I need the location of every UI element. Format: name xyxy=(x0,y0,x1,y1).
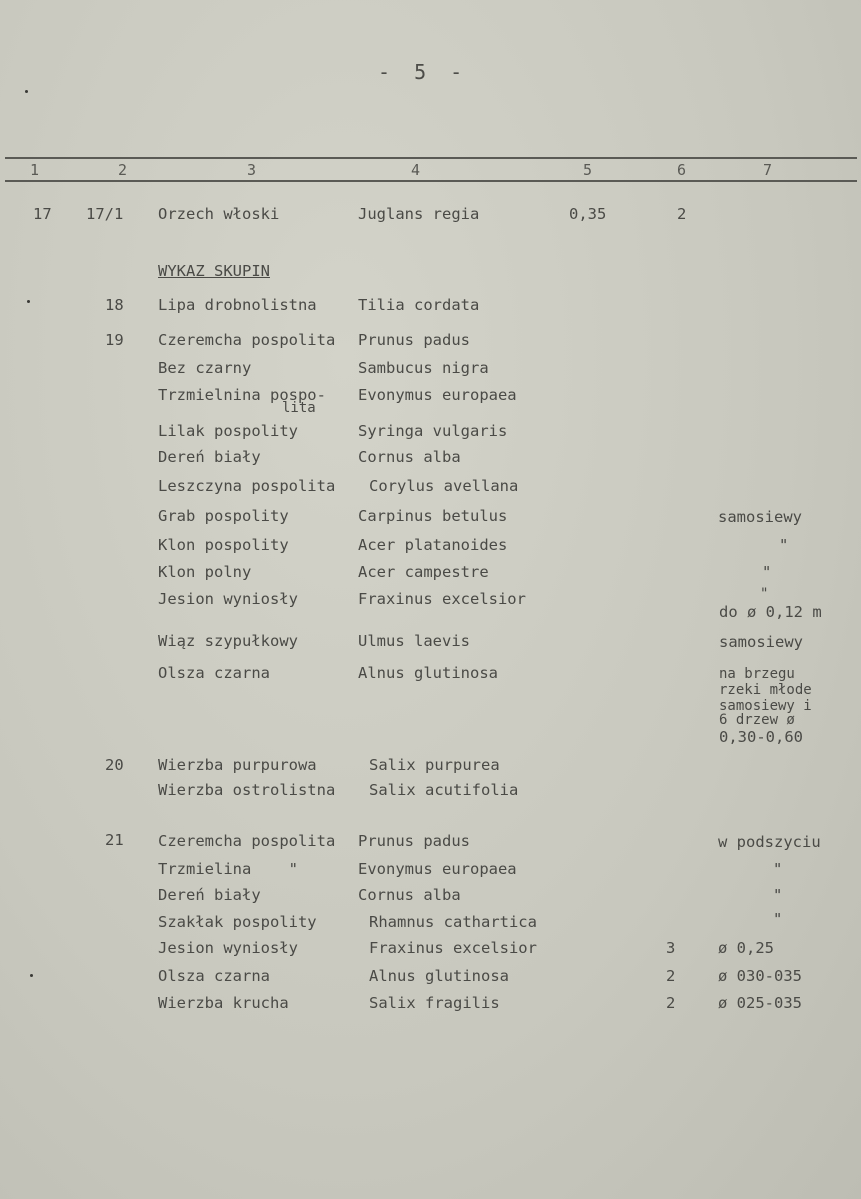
species-polish-name: Szakłak pospolity xyxy=(158,913,317,931)
species-polish-name: Jesion wyniosły xyxy=(158,590,298,608)
species-latin-name: Rhamnus cathartica xyxy=(369,913,537,931)
punch-mark xyxy=(25,90,28,93)
species-latin-name: Evonymus europaea xyxy=(358,386,517,404)
species-latin-name: Acer campestre xyxy=(358,563,489,581)
species-latin-name: Salix acutifolia xyxy=(369,781,519,799)
remark: samosiewy xyxy=(718,508,802,526)
punch-mark xyxy=(27,300,30,303)
table-header-rule xyxy=(5,180,857,182)
species-latin-name: Tilia cordata xyxy=(358,296,480,314)
ditto-mark: " xyxy=(762,563,772,581)
species-latin-name: Sambucus nigra xyxy=(358,359,489,377)
species-latin-name: Prunus padus xyxy=(358,832,470,850)
species-polish-name: Dereń biały xyxy=(158,886,261,904)
species-latin-name: Carpinus betulus xyxy=(358,507,508,525)
species-polish-name: Wierzba krucha xyxy=(158,994,289,1012)
ditto-mark: " xyxy=(773,886,783,904)
column-number: 6 xyxy=(677,161,687,179)
column-number: 4 xyxy=(411,161,421,179)
species-polish-name: Leszczyna pospolita xyxy=(158,477,336,495)
species-latin-name: Salix fragilis xyxy=(369,994,500,1012)
remark: ø 025-035 xyxy=(718,994,802,1012)
species-polish-name: Trzmielina " xyxy=(158,860,298,878)
remark: w podszyciu xyxy=(718,833,821,851)
species-latin-name: Syringa vulgaris xyxy=(358,422,508,440)
remark: ø 0,25 xyxy=(718,939,774,957)
ditto-mark: " xyxy=(773,860,783,878)
remark-line: 6 drzew ø xyxy=(719,712,795,728)
species-polish-name: Lipa drobnolistna xyxy=(158,296,317,314)
count-value: 2 xyxy=(666,994,676,1012)
count-value: 2 xyxy=(666,967,676,985)
species-latin-name: Corylus avellana xyxy=(369,477,519,495)
remark-line: 0,30-0,60 xyxy=(719,728,803,746)
page-number: - 5 - xyxy=(378,60,469,84)
count-value: 2 xyxy=(677,205,687,223)
species-latin-name: Salix purpurea xyxy=(369,756,500,774)
group-number: 18 xyxy=(105,296,124,314)
species-latin-name: Juglans regia xyxy=(358,205,480,223)
section-title: WYKAZ SKUPIN xyxy=(158,262,270,280)
species-latin-name: Fraxinus excelsior xyxy=(369,939,537,957)
remark-line: samosiewy i xyxy=(719,698,812,714)
species-polish-name: Jesion wyniosły xyxy=(158,939,298,957)
species-latin-name: Cornus alba xyxy=(358,448,461,466)
column-number: 2 xyxy=(118,161,128,179)
species-polish-name: Trzmielnina pospo- xyxy=(158,386,326,404)
ditto-mark: " xyxy=(779,536,789,554)
column-number: 5 xyxy=(583,161,593,179)
remark: samosiewy xyxy=(719,633,803,651)
row-number: 17 xyxy=(33,205,52,223)
species-latin-name: Alnus glutinosa xyxy=(358,664,498,682)
group-number: 19 xyxy=(105,331,124,349)
ditto-mark: " xyxy=(760,586,769,602)
remark: do ø 0,12 m xyxy=(719,603,822,621)
remark: na brzegu xyxy=(719,666,795,682)
count-value: 3 xyxy=(666,939,676,957)
species-polish-name: Czeremcha pospolita xyxy=(158,331,336,349)
species-polish-name: Orzech włoski xyxy=(158,205,280,223)
row-subnumber: 17/1 xyxy=(86,205,124,223)
remark-line: rzeki młode xyxy=(719,682,812,698)
punch-mark xyxy=(30,974,33,977)
species-latin-name: Prunus padus xyxy=(358,331,470,349)
species-latin-name: Evonymus europaea xyxy=(358,860,517,878)
species-polish-name: Wierzba ostrolistna xyxy=(158,781,336,799)
species-polish-name: Dereń biały xyxy=(158,448,261,466)
species-polish-name: Lilak pospolity xyxy=(158,422,298,440)
species-polish-name: Wiąz szypułkowy xyxy=(158,632,298,650)
species-polish-name: Czeremcha pospolita xyxy=(158,832,336,850)
table-top-rule xyxy=(5,157,857,159)
species-latin-name: Cornus alba xyxy=(358,886,461,904)
species-latin-name: Ulmus laevis xyxy=(358,632,470,650)
remark: ø 030-035 xyxy=(718,967,802,985)
species-polish-name: Klon polny xyxy=(158,563,252,581)
column-number: 1 xyxy=(30,161,40,179)
species-polish-name: Klon pospolity xyxy=(158,536,289,554)
column-number: 3 xyxy=(247,161,257,179)
diameter-value: 0,35 xyxy=(569,205,607,223)
species-latin-name: Acer platanoides xyxy=(358,536,508,554)
species-polish-name: Grab pospolity xyxy=(158,507,289,525)
species-latin-name: Alnus glutinosa xyxy=(369,967,509,985)
group-number: 21 xyxy=(105,831,124,849)
species-polish-name: Wierzba purpurowa xyxy=(158,756,317,774)
species-polish-name: Olsza czarna xyxy=(158,967,270,985)
species-polish-name-continuation: lita xyxy=(282,400,316,416)
ditto-mark: " xyxy=(773,910,783,928)
species-polish-name: Bez czarny xyxy=(158,359,252,377)
species-polish-name: Olsza czarna xyxy=(158,664,270,682)
column-number: 7 xyxy=(763,161,773,179)
species-latin-name: Fraxinus excelsior xyxy=(358,590,526,608)
group-number: 20 xyxy=(105,756,124,774)
